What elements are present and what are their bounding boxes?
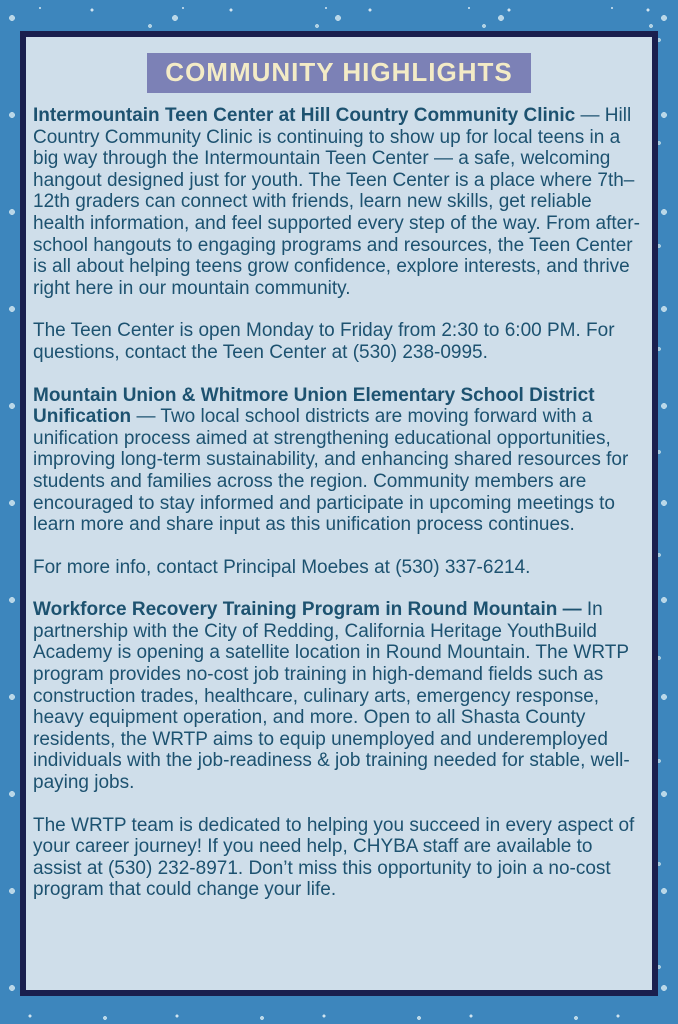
article-wrtp (33, 599, 645, 793)
section-banner (147, 53, 530, 93)
article-body: In partnership with the City of Redding, California Heritage YouthBuild Academy is opening a satellite location in Round Mountain. The WRTP program provides no-cost job training in high-demand fields such as construction trades, healthcare, culinary arts, emergency response, heavy equipment operation, and more. Open to all Shasta County residents, the WRTP aims to equip unemployed and underemployed individuals with the job-readiness & job training needed for stable, well-paying jobs. (33, 599, 630, 794)
newsletter-card (20, 31, 658, 996)
article-heading: Workforce Recovery Training Program in Round Mountain — (33, 599, 582, 621)
article-body: — Two local school districts are moving forward with a unification process aimed at strengthening educational opportunities, improving long-term sustainability, and enhancing shared resources for students and families across the region. Community members are encouraged to stay informed and participate in upcoming meetings to learn more and share input as this unification process continues. (33, 406, 629, 536)
article-wrtp-contact (33, 815, 645, 901)
article-teen-center (33, 105, 645, 299)
article-body: — Hill Country Community Clinic is continuing to show up for local teens in a big way through the Intermountain Teen Center — a safe, welcoming hangout designed just for youth. The Teen Center is a place where 7th–12th graders can connect with friends, learn new skills, get reliable health information, and feel supported every step of the way. From after-school hangouts to engaging programs and resources, the Teen Center is all about helping teens grow confidence, explore interests, and thrive right here in our mountain community. (33, 105, 640, 299)
article-district-contact (33, 557, 645, 579)
article-body: The Teen Center is open Monday to Friday from 2:30 to 6:00 PM. For questions, contact the Teen Center at (530) 238-0995. (33, 320, 615, 363)
article-body: For more info, contact Principal Moebes at (530) 337-6214. (33, 556, 531, 578)
article-heading: Mountain Union & Whitmore Union Elementary School District Unification (33, 384, 595, 428)
article-teen-center-contact (33, 320, 645, 363)
section-title: COMMUNITY HIGHLIGHTS (165, 57, 513, 87)
articles-list (33, 105, 645, 901)
article-heading: Intermountain Teen Center at Hill Country Community Clinic (33, 105, 576, 126)
article-body: The WRTP team is dedicated to helping you succeed in every aspect of your career journey! If you need help, CHYBA staff are available to assist at (530) 232-8971. Don’t miss this opportunity to join a no-cost program that could change your life. (33, 814, 635, 901)
article-district-unification (33, 385, 645, 536)
